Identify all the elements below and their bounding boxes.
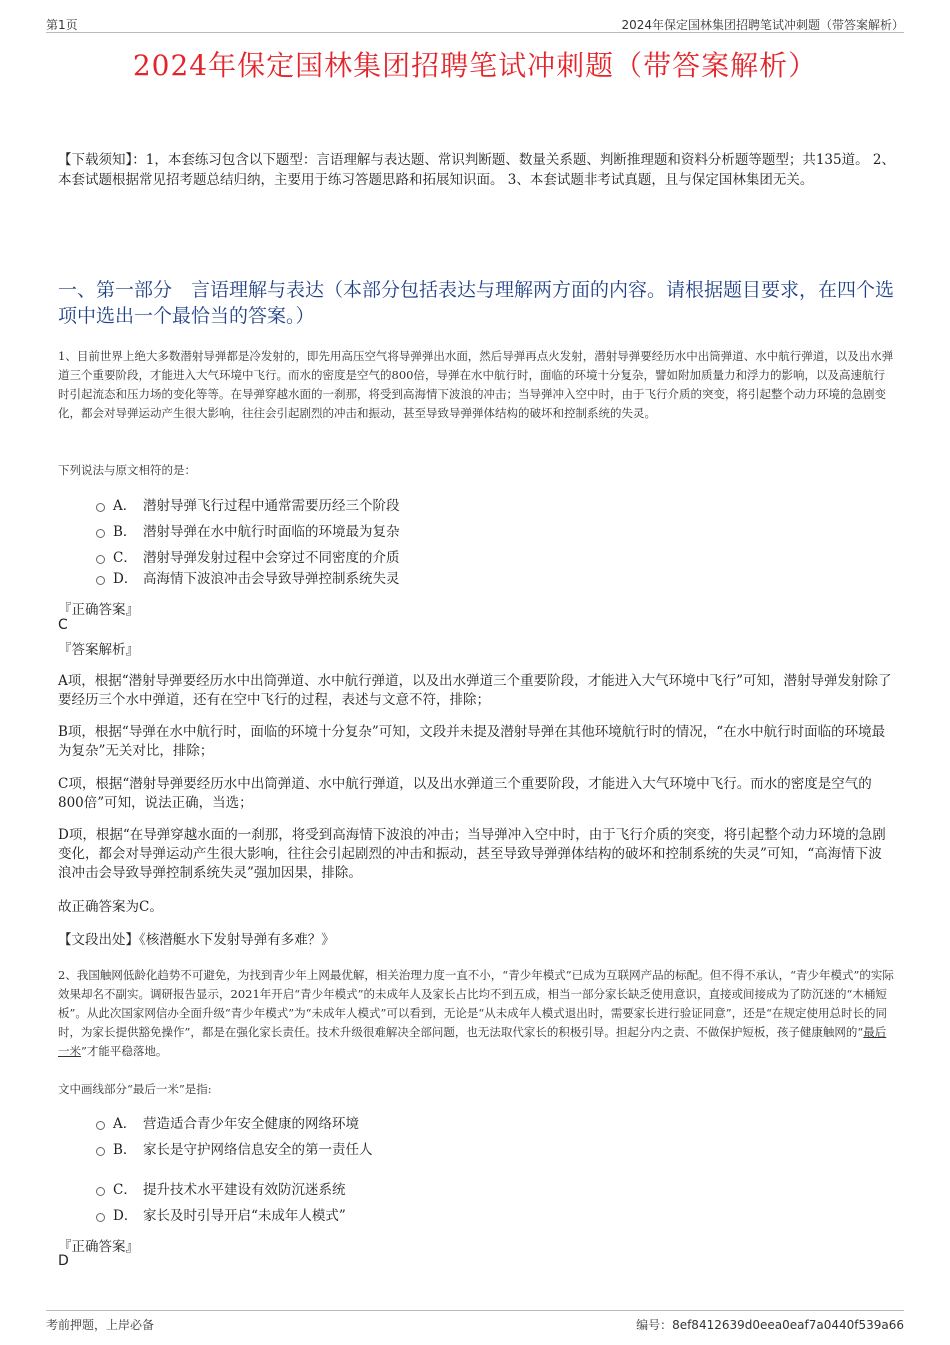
radio-icon[interactable]	[96, 1121, 105, 1130]
q2-option-c[interactable]: C． 提升技术水平建设有效防沉迷系统	[96, 1180, 346, 1200]
question-1-prompt: 下列说法与原文相符的是：	[58, 463, 196, 477]
header-doc-title: 2024年保定国林集团招聘笔试冲刺题（带答案解析）	[621, 18, 904, 32]
q1-analysis-conclusion: 故正确答案为C。	[58, 899, 163, 915]
q2-option-b[interactable]: B． 家长是守护网络信息安全的第一责任人	[96, 1140, 373, 1160]
q1-source: 【文段出处】《核潜艇水下发射导弹有多难？》	[58, 932, 335, 948]
radio-icon[interactable]	[96, 576, 105, 585]
question-2-prompt: 文中画线部分“最后一米”是指:	[58, 1082, 212, 1096]
footer-doc-id: 编号：8ef8412639d0eea0eaf7a0440f539a66	[636, 1318, 904, 1332]
page-title: 2024年保定国林集团招聘笔试冲刺题（带答案解析）	[132, 49, 818, 82]
q1-answer: C	[58, 617, 68, 633]
q1-analysis-a: A项，根据“潜射导弹要经历水中出筒弹道、水中航行弹道，以及出水弹道三个重要阶段，才能进入大气环境中飞行”可知，潜射导弹发射除了要经历三个水中弹道，还有在空中飞行的过程，表述与文意不符，排除；	[58, 673, 892, 708]
radio-icon[interactable]	[96, 555, 105, 564]
question-1-stem: 1、目前世界上绝大多数潜射导弹都是冷发射的，即先用高压空气将导弹弹出水面，然后导弹再点火发射，潜射导弹要经历水中出筒弹道、水中航行弹道，以及出水弹道三个重要阶段，才能进入大气环境中飞行。而水的密度是空气的800倍，导弹在水中航行时，面临的环境十分复杂，譬如附加质量力和浮力的影响，以及高速航行时引起流态和压力场的变化等等。在导弹穿越水面的一刹那，将受到高海情下波浪的冲击；当导弹冲入空中时，由于飞行介质的突变，将引起整个动力环境的急剧变化，都会对导弹运动产生很大影响，往往会引起剧烈的冲击和振动，甚至导致导弹弹体结构的破坏和控制系统的失灵。	[58, 349, 894, 420]
q1-analysis-label: 『答案解析』	[58, 642, 139, 658]
q1-answer-label: 『正确答案』	[58, 602, 139, 618]
radio-icon[interactable]	[96, 1147, 105, 1156]
q1-option-a[interactable]: A． 潜射导弹飞行过程中通常需要历经三个阶段	[96, 496, 400, 516]
q1-analysis-b: B项，根据“导弹在水中航行时，面临的环境十分复杂”可知，文段并未提及潜射导弹在其他环境航行时的情况，“在水中航行时面临的环境最为复杂”无关对比，排除；	[58, 724, 886, 759]
q1-option-c[interactable]: C． 潜射导弹发射过程中会穿过不同密度的介质	[96, 548, 400, 568]
q2-option-a[interactable]: A． 营造适合青少年安全健康的网络环境	[96, 1114, 359, 1134]
page-footer	[46, 1310, 904, 1333]
page-number: 第1页	[46, 18, 78, 32]
q2-answer-label: 『正确答案』	[58, 1239, 139, 1255]
radio-icon[interactable]	[96, 1187, 105, 1196]
radio-icon[interactable]	[96, 529, 105, 538]
footer-slogan: 考前押题，上岸必备	[46, 1318, 155, 1332]
underlined-phrase: 最后一米	[58, 1025, 887, 1058]
q1-option-d[interactable]: D． 高海情下波浪冲击会导致导弹控制系统失灵	[96, 569, 400, 589]
q1-analysis-d: D项，根据“在导弹穿越水面的一刹那，将受到高海情下波浪的冲击；当导弹冲入空中时，由于飞行介质的突变，将引起整个动力环境的急剧变化，都会对导弹运动产生很大影响，往往会引起剧烈的冲击和振动，甚至导致导弹弹体结构的破坏和控制系统的失灵”可知，“高海情下波浪冲击会导致导弹控制系统失灵”强加因果，排除。	[58, 827, 886, 881]
q1-option-b[interactable]: B． 潜射导弹在水中航行时面临的环境最为复杂	[96, 522, 400, 542]
radio-icon[interactable]	[96, 1213, 105, 1222]
q2-option-d[interactable]: D． 家长及时引导开启“未成年人模式”	[96, 1206, 346, 1226]
section-heading: 一、第一部分 言语理解与表达（本部分包括表达与理解两方面的内容。请根据题目要求，在四个选项中选出一个最恰当的答案。）	[58, 279, 895, 327]
q2-answer: D	[58, 1253, 69, 1269]
question-2-stem: 2、我国触网低龄化趋势不可避免，为找到青少年上网最优解，相关治理力度一直不小，“青少年模式”已成为互联网产品的标配。但不得不承认，“青少年模式”的实际效果却名不副实。调研报告显示，2021年开启“青少年模式”的未成年人及家长占比均不到五成，相当一部分家长缺乏使用意识，直接或间接成为了防沉迷的“木桶短板”。从此次国家网信办全面升级“青少年模式”为“未成年人模式”可以看到，无论是“从未成年人模式退出时，需要家长进行验证同意”，还是“在规定使用总时长的同时，为家长提供豁免操作”，都是在强化家长责任。技术升级很难解决全部问题，也无法取代家长的积极引导。担起分内之责、不做保护短板，孩子健康触网的“最后一米”才能平稳落地。	[58, 968, 894, 1058]
q1-analysis-c: C项，根据“潜射导弹要经历水中出筒弹道、水中航行弹道，以及出水弹道三个重要阶段，才能进入大气环境中飞行。而水的密度是空气的800倍”可知，说法正确，当选；	[58, 776, 872, 811]
page-header	[46, 14, 904, 33]
radio-icon[interactable]	[96, 503, 105, 512]
download-notice: 【下载须知】：1，本套练习包含以下题型：言语理解与表达题、常识判断题、数量关系题、判断推理题和资料分析题等题型；共135道。 2、本套试题根据常见招考题总结归纳，主要用于练习答题思路和拓展知识面。 3、本套试题非考试真题，且与保定国林集团无关。	[58, 152, 895, 188]
